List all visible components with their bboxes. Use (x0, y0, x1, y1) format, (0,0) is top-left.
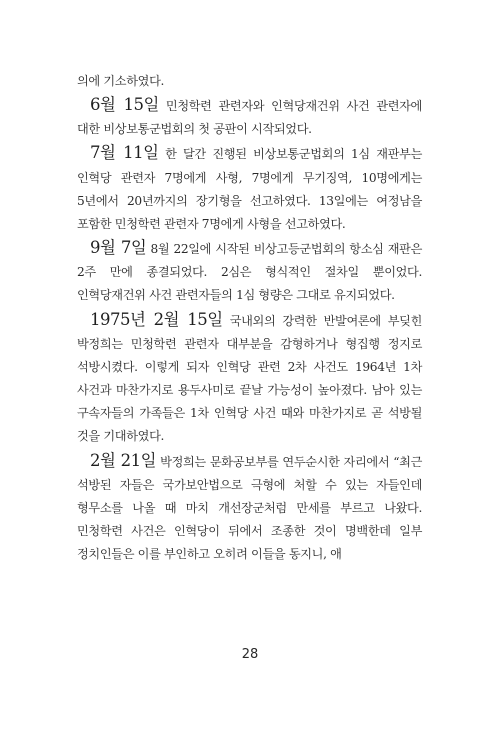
paragraph-date: 1975년 2월 15일 (90, 309, 223, 329)
page-number: 28 (241, 647, 259, 662)
paragraph-jul-11 (77, 141, 422, 236)
paragraph-text: 8월 22일에 시작된 비상고등군법회의 항소심 재판은 2주 만에 종결되었다. 2심은 형식적인 절차일 뿐이었다. 인혁당재건위 사건 관련자들의 1심 형량은 그대로 유지되었다. (77, 242, 422, 303)
paragraph-continuation (77, 70, 422, 93)
paragraph-jun-15 (77, 93, 422, 141)
paragraph-text: 의에 기소하였다. (77, 74, 165, 88)
paragraph-text: 한 달간 진행된 비상보통군법회의 1심 재판부는 인혁당 관련자 7명에게 사형, 7명에게 무기징역, 10명에게는 5년에서 20년까지의 장기형을 선고하였다. 13일에는 여정남을 포함한 민청학련 관련자 7명에게 사형을 선고하였다. (77, 147, 422, 231)
paragraph-date: 7월 11일 (90, 143, 159, 163)
paragraph-text: 박정희는 문화공보부를 연두순시한 자리에서 “최근 석방된 자들은 국가보안법으로 극형에 처할 수 있는 자들인데 형무소를 나올 때 마치 개선장군처럼 만세를 부르고 나왔다. 민청학련 사건은 인혁당이 뒤에서 조종한 것이 명백한데 일부 정치인들은 이를 부인하고 오히려 이들을 동지니, 애 (77, 454, 422, 562)
paragraph-date: 2월 21일 (90, 450, 157, 470)
paragraph-date: 6월 15일 (90, 95, 159, 115)
body-text (77, 70, 422, 566)
paragraph-1975-feb-15 (77, 308, 422, 449)
paragraph-text: 국내외의 강력한 반발여론에 부딪힌 박정희는 민청학련 관련자 대부분을 감형하거나 형집행 정지로 석방시켰다. 이렇게 되자 인혁당 관련 2차 사건도 1964년 1차 사건과 마찬가지로 용두사미로 끝날 가능성이 높아졌다. 남아 있는 구속자들의 가족들은 1차 인혁당 사건 때와 마찬가지로 곧 석방될 것을 기대하였다. (77, 313, 422, 444)
paragraph-feb-21 (77, 449, 422, 567)
paragraph-date: 9월 7일 (90, 238, 147, 258)
paragraph-sep-7 (77, 236, 422, 307)
paragraph-text: 민청학련 관련자와 인혁당재건위 사건 관련자에 대한 비상보통군법회의 첫 공판이 시작되었다. (77, 99, 422, 137)
